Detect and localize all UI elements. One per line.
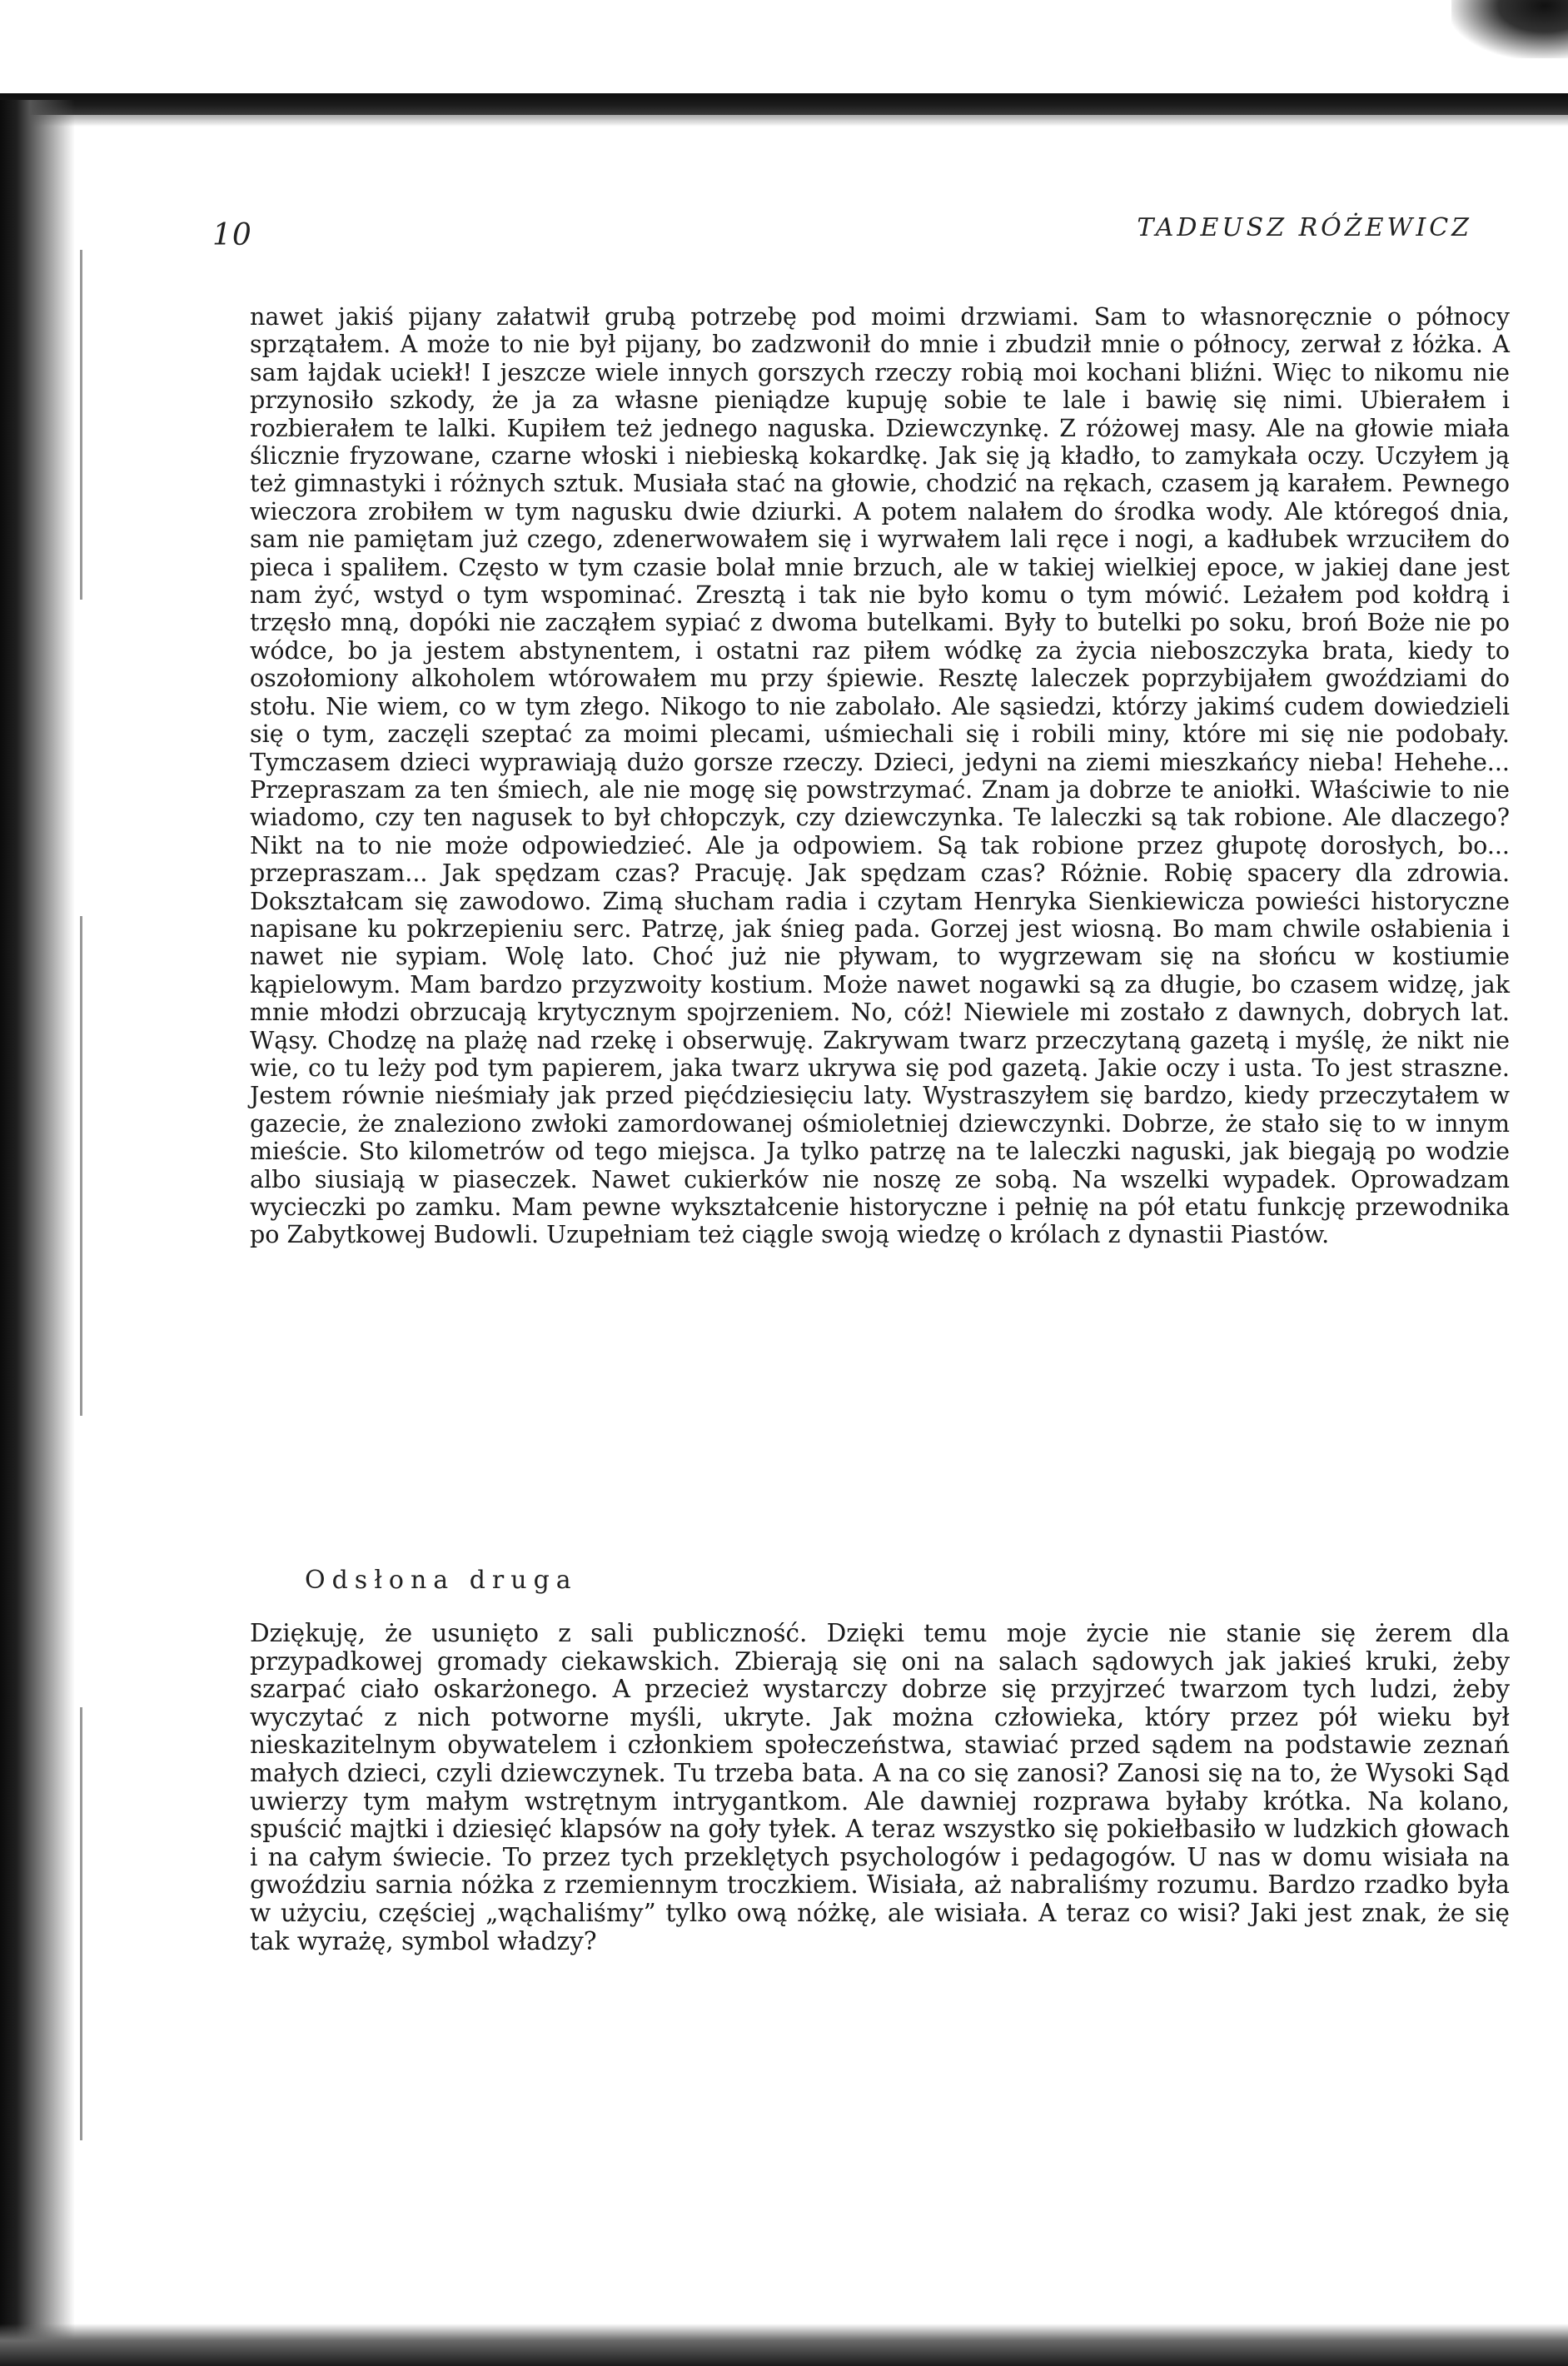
paragraph-text: Dziękuję, że usunięto z sali publiczność. Dzięki temu moje życie nie stanie się żerem dla przypadkowej gromady ciekawskich. Zbierają się oni na salach sądowych jak jakieś kruki, żeby szarpać ciało oskarżonego. A przecież wystarczy dobrze się przyjrzeć twarzom tych ludzi, żeby wyczytać z nich potworne myśli, ukryte. Jak można człowieka, który przez pół wieku był nieskazitelnym obywatelem i członkiem społeczeństwa, stawiać przed sądem na podstawie zeznań małych dzieci, czyli dziewczynek. Tu trzeba bata. A na co się zanosi? Zanosi się na to, że Wysoki Sąd uwierzy tym małym wstrętnym intrygantkom. Ale dawniej rozprawa byłaby krótka. Na kolano, spuścić majtki i dziesięć klapsów na goły tyłek. A teraz wszystko się pokiełbasiło w ludzkich głowach i na całym świecie. To przez tych przeklętych psychologów i pedagogów. U nas w domu wisiała na gwoździu sarnia nóżka z rzemiennym troczkiem. Wisiała, aż nabraliśmy rozumu. Bardzo rzadko była w użyciu, częściej „wąchaliśmy” tylko ową nóżkę, ale wisiała. A teraz co wisi? Jaki jest znak, że się tak wyrażę, symbol władzy? <box>250 1619 1510 1955</box>
body-paragraph-1 <box>250 303 1510 1249</box>
scan-corner-shadow <box>1451 0 1568 58</box>
scan-top-edge <box>0 93 1568 115</box>
scan-top-edge-fade <box>0 115 1568 127</box>
body-paragraph-2 <box>250 1620 1510 1955</box>
scan-bottom-edge <box>0 2324 1568 2366</box>
paragraph-text: nawet jakiś pijany załatwił grubą potrzebę pod moimi drzwiami. Sam to własnoręcznie o północy sprzątałem. A może to nie był pijany, bo zadzwonił do mnie i zbudził mnie o północy, zerwał z łóżka. A sam łajdak uciekł! I jeszcze wiele innych gorszych rzeczy robią moi kochani bliźni. Więc to nikomu nie przynosiło szkody, że ja za własne pieniądze kupuję sobie te lale i bawię się nimi. Ubierałem i rozbierałem te lalki. Kupiłem też jednego naguska. Dziewczynkę. Z różowej masy. Ale na głowie miała ślicznie fryzowane, czarne włoski i niebieską kokardkę. Jak się ją kładło, to zamykała oczy. Uczyłem ją też gimnastyki i różnych sztuk. Musiała stać na głowie, chodzić na rękach, czasem ją karałem. Pewnego wieczora zrobiłem w tym nagusku dwie dziurki. A potem nalałem do środka wody. Ale któregoś dnia, sam nie pamiętam już czego, zdenerwowałem się i wyrwałem lali ręce i nogi, a kadłubek wrzuciłem do pieca i spaliłem. Często w tym czasie bolał mnie brzuch, ale w takiej wielkiej epoce, w jakiej dane jest nam żyć, wstyd o tym wspominać. Zresztą i tak nie było komu o tym mówić. Leżałem pod kołdrą i trzęsło mną, dopóki nie zacząłem sypiać z dwoma butelkami. Były to butelki po soku, broń Boże nie po wódce, bo ja jestem abstynentem, i ostatni raz piłem wódkę za życia nieboszczyka brata, kiedy to oszołomiony alkoholem wtórowałem mu przy śpiewie. Resztę laleczek poprzybijałem gwoździami do stołu. Nie wiem, co w tym złego. Nikogo to nie zabolało. Ale sąsiedzi, którzy jakimś cudem dowiedzieli się o tym, zaczęli szeptać za moimi plecami, uśmiechali się i robili miny, które mi się nie podobały. Tymczasem dzieci wyprawiają dużo gorsze rzeczy. Dzieci, jedyni na ziemi mieszkańcy nieba! Hehehe... Przepraszam za ten śmiech, ale nie mogę się powstrzymać. Znam ja dobrze te aniołki. Właściwie to nie wiadomo, czy ten nagusek to był chłopczyk, czy dziewczynka. Te laleczki są tak robione. Ale dlaczego? Nikt na to nie może odpowiedzieć. Ale ja odpowiem. Są tak robione przez głupotę dorosłych, bo... przepraszam... Jak spędzam czas? Pracuję. Jak spędzam czas? Różnie. Robię spacery dla zdrowia. Dokształcam się zawodowo. Zimą słucham radia i czytam Henryka Sienkiewicza powieści historyczne napisane ku pokrzepieniu serc. Patrzę, jak śnieg pada. Gorzej jest wiosną. Bo mam chwile osłabienia i nawet nie sypiam. Wolę lato. Choć już nie pływam, to wygrzewam się na słońcu w kostiumie kąpielowym. Mam bardzo przyzwoity kostium. Może nawet nogawki są za długie, bo czasem widzę, jak mnie młodzi obrzucają krytycznym spojrzeniem. No, cóż! Niewiele mi zostało z dawnych, dobrych lat. Wąsy. Chodzę na plażę nad rzekę i obserwuję. Zakrywam twarz przeczytaną gazetą i myślę, że nikt nie wie, co tu leży pod tym papierem, jaka twarz ukrywa się pod gazetą. Jakie oczy i usta. To jest straszne. Jestem równie nieśmiały jak przed pięćdziesięciu laty. Wystraszyłem się bardzo, kiedy przeczytałem w gazecie, że znaleziono zwłoki zamordowanej ośmioletniej dziewczynki. Dobrze, że stało się to w innym mieście. Sto kilometrów od tego miejsca. Ja tylko patrzę na te laleczki naguski, jak biegają po wodzie albo siusiają w piaseczek. Nawet cukierków nie noszę ze sobą. Na wszelki wypadek. Oprowadzam wycieczki po zamku. Mam pewne wykształcenie historyczne i pełnię na pół etatu funkcję przewodnika po Zabytkowej Budowli. Uzupełniam też ciągle swoją wiedzę o królach z dynastii Piastów. <box>250 303 1510 1249</box>
scene-heading: Odsłona druga <box>305 1566 578 1595</box>
scan-streak <box>80 916 82 1416</box>
scan-streak <box>80 250 82 600</box>
scan-streak <box>80 1707 82 2140</box>
page-number: 10 <box>212 218 252 252</box>
running-title: TADEUSZ RÓŻEWICZ <box>1137 213 1472 242</box>
scan-left-edge <box>0 100 75 2366</box>
